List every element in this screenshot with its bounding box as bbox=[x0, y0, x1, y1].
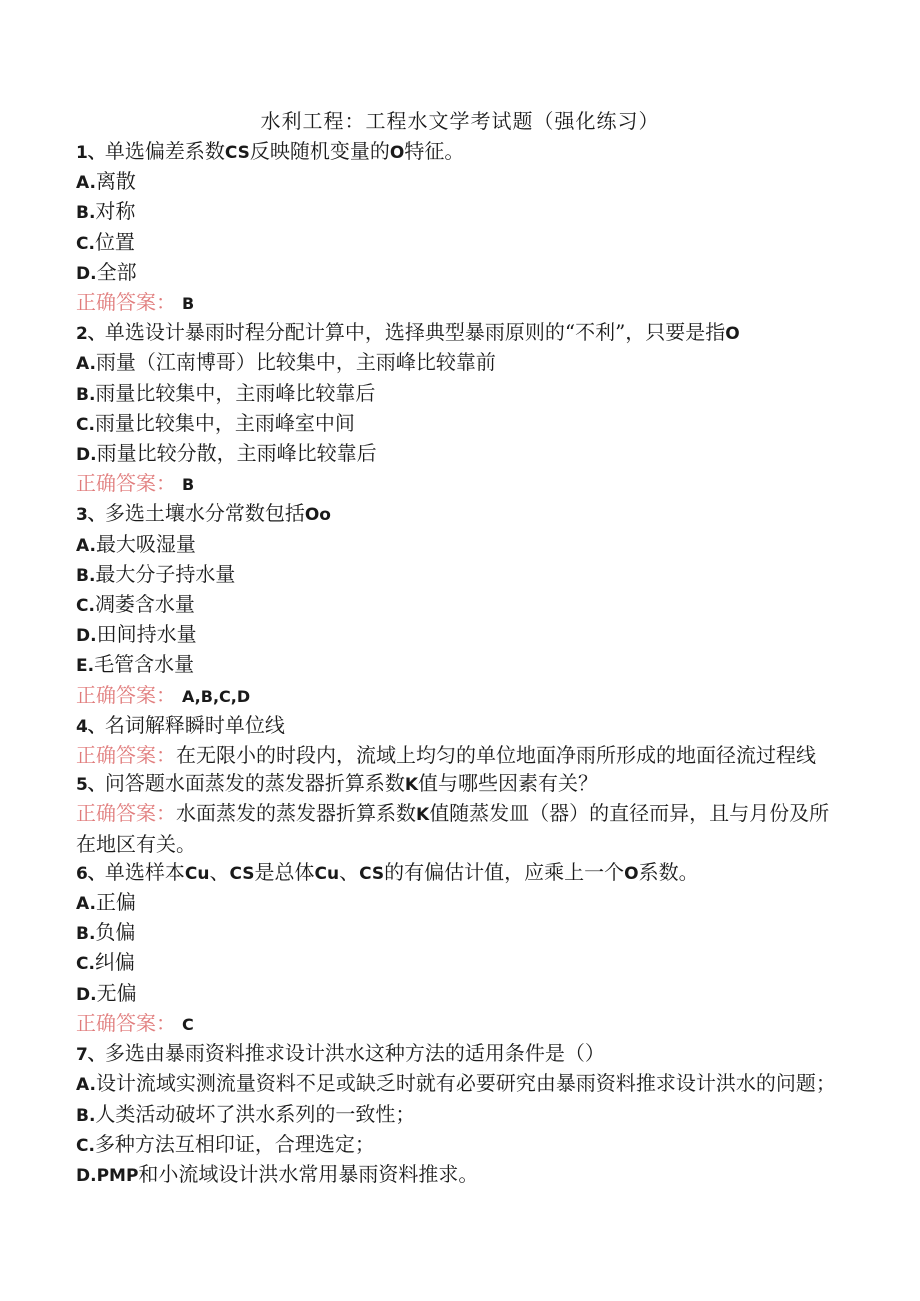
question-3 bbox=[76, 499, 836, 529]
option-text: 最大分子持水量 bbox=[95, 561, 236, 586]
option-d bbox=[76, 979, 836, 1009]
question-1 bbox=[76, 137, 836, 167]
option-c bbox=[76, 228, 836, 258]
option-text: 雨量比较集中，主雨峰比较靠后 bbox=[95, 380, 376, 405]
answer-value: B bbox=[182, 475, 195, 495]
answer-line bbox=[76, 288, 836, 318]
option-b bbox=[76, 918, 836, 948]
question-6 bbox=[76, 858, 836, 888]
question-text: 单选偏差系数 bbox=[104, 139, 225, 163]
option-a bbox=[76, 167, 836, 197]
option-text: 凋萎含水量 bbox=[94, 592, 195, 617]
option-letter: B. bbox=[76, 384, 96, 405]
option-letter: A. bbox=[76, 354, 96, 375]
question-text: 问答题水面蒸发的蒸发器折算系数 bbox=[104, 771, 405, 796]
answer-line bbox=[76, 741, 836, 769]
question-text: 的有偏估计值，应乘上一个 bbox=[384, 859, 625, 884]
option-text: 多种方法互相印证，合理选定； bbox=[94, 1131, 375, 1156]
question-text: 多选由暴雨资料推求设计洪水这种方法的适用条件是（） bbox=[104, 1041, 605, 1066]
question-text-bold: CS bbox=[224, 143, 250, 163]
option-text: 雨量比较分散，主雨峰比较靠后 bbox=[96, 441, 377, 466]
answer-line bbox=[76, 469, 836, 499]
option-a bbox=[76, 530, 836, 560]
option-letter: C. bbox=[76, 414, 95, 435]
option-letter: E. bbox=[76, 656, 95, 677]
option-d bbox=[76, 1160, 836, 1190]
option-e bbox=[76, 650, 836, 680]
option-letter: A. bbox=[76, 173, 96, 194]
question-number: 7、 bbox=[76, 1045, 105, 1066]
answer-text: 水面蒸发的蒸发器折算系数 bbox=[176, 801, 416, 826]
question-text-bold: K bbox=[404, 775, 419, 796]
option-letter: C. bbox=[76, 1135, 95, 1156]
question-text-bold: Cu bbox=[184, 863, 210, 884]
option-b bbox=[76, 560, 836, 590]
option-text: 全部 bbox=[96, 259, 137, 284]
answer-text: 值随蒸发皿（器）的直径而异，且与月份及所在地区有关。 bbox=[76, 801, 830, 856]
option-text: 田间持水量 bbox=[96, 622, 197, 647]
question-text-bold: CS bbox=[359, 863, 385, 884]
question-4 bbox=[76, 711, 836, 741]
option-letter: A. bbox=[76, 894, 96, 915]
answer-label: 正确答案： bbox=[76, 801, 176, 826]
option-c bbox=[76, 590, 836, 620]
answer-label: 正确答案： bbox=[76, 682, 176, 707]
option-c bbox=[76, 409, 836, 439]
option-letter: D. bbox=[76, 263, 97, 284]
question-text: 值与哪些因素有关？ bbox=[418, 771, 599, 796]
question-7 bbox=[76, 1039, 836, 1069]
option-text: 位置 bbox=[94, 229, 135, 254]
option-letter: C. bbox=[76, 954, 95, 975]
option-letter: C. bbox=[76, 596, 95, 617]
question-text: 、 bbox=[339, 859, 360, 884]
question-5 bbox=[76, 769, 836, 799]
answer-text-bold: K bbox=[416, 805, 430, 826]
question-number: 4、 bbox=[76, 716, 105, 737]
option-text: 离散 bbox=[95, 169, 136, 194]
question-2 bbox=[76, 318, 836, 348]
option-a bbox=[76, 348, 836, 378]
document-title: 水利工程：工程水文学考试题（强化练习） bbox=[260, 109, 660, 133]
question-number: 6、 bbox=[76, 863, 105, 884]
question-number: 3、 bbox=[76, 505, 105, 526]
answer-value: B bbox=[182, 294, 195, 314]
question-text: 、 bbox=[209, 859, 230, 884]
question-text: 是总体 bbox=[254, 859, 315, 884]
answer-label: 正确答案： bbox=[76, 290, 176, 315]
answer-line bbox=[76, 799, 836, 857]
option-text: 纠偏 bbox=[94, 950, 135, 975]
option-letter: A. bbox=[76, 535, 96, 556]
option-text-bold: PMP bbox=[96, 1165, 139, 1186]
answer-label: 正确答案： bbox=[76, 1010, 176, 1035]
option-letter: B. bbox=[76, 1105, 96, 1126]
option-text: 负偏 bbox=[95, 920, 136, 945]
answer-value: C bbox=[182, 1014, 194, 1034]
question-text: 单选样本 bbox=[104, 859, 185, 884]
option-d bbox=[76, 620, 836, 650]
option-letter: B. bbox=[76, 565, 96, 586]
question-number: 1、 bbox=[76, 143, 105, 163]
option-b bbox=[76, 1100, 836, 1130]
option-letter: D. bbox=[76, 1165, 97, 1186]
question-text: 特征。 bbox=[404, 139, 465, 163]
question-text-bold: CS bbox=[229, 863, 255, 884]
option-d bbox=[76, 439, 836, 469]
question-text: 反映随机变量的 bbox=[249, 139, 390, 163]
answer-value: A,B,C,D bbox=[182, 686, 251, 706]
option-d bbox=[76, 258, 836, 288]
question-number: 2、 bbox=[76, 324, 105, 345]
option-c bbox=[76, 1130, 836, 1160]
question-text: 多选土壤水分常数包括 bbox=[104, 501, 305, 526]
option-c bbox=[76, 948, 836, 978]
option-text: 正偏 bbox=[95, 890, 136, 915]
option-letter: B. bbox=[76, 924, 96, 945]
question-text-bold: Oo bbox=[304, 505, 331, 526]
option-a bbox=[76, 1069, 836, 1099]
option-letter: D. bbox=[76, 626, 97, 647]
option-text: 设计流域实测流量资料不足或缺乏时就有必要研究由暴雨资料推求设计洪水的问题； bbox=[95, 1071, 836, 1096]
answer-text: 在无限小的时段内，流域上均匀的单位地面净雨所形成的地面径流过程线 bbox=[176, 743, 816, 768]
option-text: 和小流域设计洪水常用暴雨资料推求。 bbox=[138, 1161, 479, 1186]
option-text: 人类活动破坏了洪水系列的一致性； bbox=[95, 1101, 416, 1126]
option-a bbox=[76, 888, 836, 918]
option-letter: D. bbox=[76, 984, 97, 1005]
question-number: 5、 bbox=[76, 775, 105, 796]
option-text: 雨量（江南博哥）比较集中，主雨峰比较靠前 bbox=[95, 350, 496, 375]
option-letter: B. bbox=[76, 203, 96, 224]
question-text: 单选设计暴雨时程分配计算中，选择典型暴雨原则的“不利”，只要是指 bbox=[104, 320, 726, 345]
answer-label: 正确答案： bbox=[76, 743, 176, 768]
option-text: 雨量比较集中，主雨峰室中间 bbox=[94, 410, 355, 435]
question-text-bold: O bbox=[624, 863, 639, 884]
option-b bbox=[76, 379, 836, 409]
option-text: 无偏 bbox=[96, 980, 137, 1005]
question-text: 系数。 bbox=[638, 859, 699, 884]
option-letter: D. bbox=[76, 445, 97, 466]
option-text: 最大吸湿量 bbox=[95, 531, 196, 556]
option-b bbox=[76, 197, 836, 227]
question-text-bold: O bbox=[725, 324, 740, 345]
option-letter: A. bbox=[76, 1075, 96, 1096]
option-text: 对称 bbox=[95, 199, 136, 224]
answer-line bbox=[76, 1009, 836, 1039]
option-text: 毛管含水量 bbox=[94, 652, 195, 677]
question-text-bold: Cu bbox=[314, 863, 340, 884]
answer-label: 正确答案： bbox=[76, 471, 176, 496]
question-text-bold: O bbox=[389, 143, 405, 163]
question-text: 名词解释瞬时单位线 bbox=[104, 712, 285, 737]
option-letter: C. bbox=[76, 233, 95, 254]
question-list bbox=[76, 137, 836, 1190]
answer-line bbox=[76, 681, 836, 711]
